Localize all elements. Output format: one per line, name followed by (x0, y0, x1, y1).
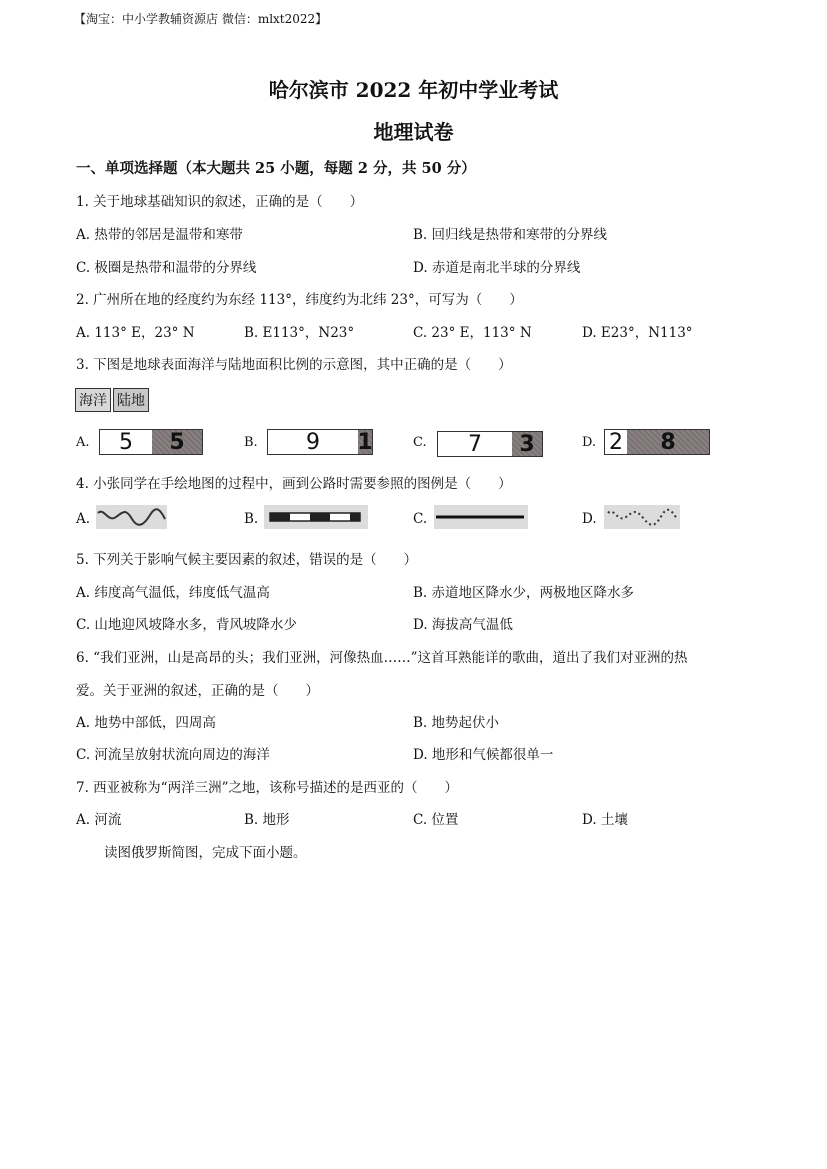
question-3-stem: 3. 下图是地球表面海洋与陆地面积比例的示意图，其中正确的是（ ） (76, 357, 512, 373)
question-7-option-d[interactable]: D. 土壤 (582, 812, 628, 828)
question-6-stem-line1: 6. “我们亚洲，山是高昂的头；我们亚洲，河像热血……”这首耳熟能详的歌曲，道出了我们对亚洲的热 (76, 650, 688, 666)
question-5-option-c[interactable]: C. 山地迎风坡降水多，背风坡降水少 (76, 617, 297, 633)
question-6-option-d[interactable]: D. 地形和气候都很单一 (413, 747, 554, 763)
question-5-option-d[interactable]: D. 海拔高气温低 (413, 617, 513, 633)
question-3-option-b-label[interactable]: B. (244, 435, 258, 450)
seasonal-river-symbol-icon[interactable] (604, 505, 680, 529)
question-4-option-c-label[interactable]: C. (413, 511, 428, 527)
question-1-option-a[interactable]: A. 热带的邻居是温带和寒带 (76, 227, 243, 243)
question-2-stem: 2. 广州所在地的经度约为东经 113°，纬度约为北纬 23°，可写为（ ） (76, 292, 523, 308)
question-3-option-c-diagram[interactable] (437, 431, 543, 457)
question-3-option-d-diagram[interactable] (604, 429, 710, 455)
ocean-portion: 5 (100, 430, 152, 454)
question-5-option-b[interactable]: B. 赤道地区降水少，两极地区降水多 (413, 585, 635, 601)
question-4-option-a-label[interactable]: A. (76, 511, 91, 527)
question-3-option-a-diagram[interactable] (99, 429, 203, 455)
land-portion: 3 (512, 432, 542, 456)
question-7-option-c[interactable]: C. 位置 (413, 812, 459, 828)
question-1-stem: 1. 关于地球基础知识的叙述，正确的是（ ） (76, 194, 364, 210)
question-3-option-a-label[interactable]: A. (76, 435, 90, 450)
ocean-portion: 7 (438, 432, 512, 456)
question-6-option-a[interactable]: A. 地势中部低，四周高 (76, 715, 216, 731)
question-4-option-b-label[interactable]: B. (244, 511, 259, 527)
land-portion: 5 (152, 430, 202, 454)
question-5-option-a[interactable]: A. 纬度高气温低，纬度低气温高 (76, 585, 270, 601)
road-symbol-icon[interactable] (434, 505, 528, 529)
exam-title: 哈尔滨市 2022 年初中学业考试 (268, 78, 559, 102)
railway-symbol-icon[interactable] (264, 505, 368, 529)
river-symbol-icon[interactable] (96, 505, 167, 529)
ocean-portion: 9 (268, 430, 358, 454)
question-6-option-b[interactable]: B. 地势起伏小 (413, 715, 500, 731)
question-2-option-c[interactable]: C. 23° E，113° N (413, 325, 532, 341)
question-6-stem-line2: 爱。关于亚洲的叙述，正确的是（ ） (76, 683, 319, 699)
question-6-option-c[interactable]: C. 河流呈放射状流向周边的海洋 (76, 747, 270, 763)
question-3-option-b-diagram[interactable] (267, 429, 373, 455)
question-7-stem: 7. 西亚被称为“两洋三洲”之地，该称号描述的是西亚的（ ） (76, 780, 458, 796)
question-2-option-a[interactable]: A. 113° E，23° N (76, 325, 195, 341)
header-note: 【淘宝：中小学教辅资源店 微信：mlxt2022】 (74, 12, 328, 26)
question-1-option-b[interactable]: B. 回归线是热带和寒带的分界线 (413, 227, 608, 243)
question-2-option-b[interactable]: B. E113°，N23° (244, 325, 355, 341)
ocean-portion: 2 (605, 430, 627, 454)
question-1-option-c[interactable]: C. 极圈是热带和温带的分界线 (76, 260, 257, 276)
exam-subtitle: 地理试卷 (373, 120, 454, 144)
question-7-option-a[interactable]: A. 河流 (76, 812, 122, 828)
reading-prompt: 读图俄罗斯简图，完成下面小题。 (104, 845, 307, 861)
question-3-option-d-label[interactable]: D. (582, 435, 597, 450)
land-portion: 8 (627, 430, 709, 454)
legend-land: 陆地 (113, 388, 149, 412)
question-3-option-c-label[interactable]: C. (413, 435, 427, 450)
section-heading: 一、单项选择题（本大题共 25 小题，每题 2 分，共 50 分） (76, 160, 476, 177)
land-portion: 1 (357, 429, 373, 455)
question-2-option-d[interactable]: D. E23°，N113° (582, 325, 693, 341)
question-4-option-d-label[interactable]: D. (582, 511, 597, 527)
legend-ocean: 海洋 (75, 388, 111, 412)
question-4-stem: 4. 小张同学在手绘地图的过程中，画到公路时需要参照的图例是（ ） (76, 476, 512, 492)
ocean-land-legend (75, 388, 151, 412)
question-7-option-b[interactable]: B. 地形 (244, 812, 290, 828)
question-1-option-d[interactable]: D. 赤道是南北半球的分界线 (413, 260, 581, 276)
question-5-stem: 5. 下列关于影响气候主要因素的叙述，错误的是（ ） (76, 552, 418, 568)
